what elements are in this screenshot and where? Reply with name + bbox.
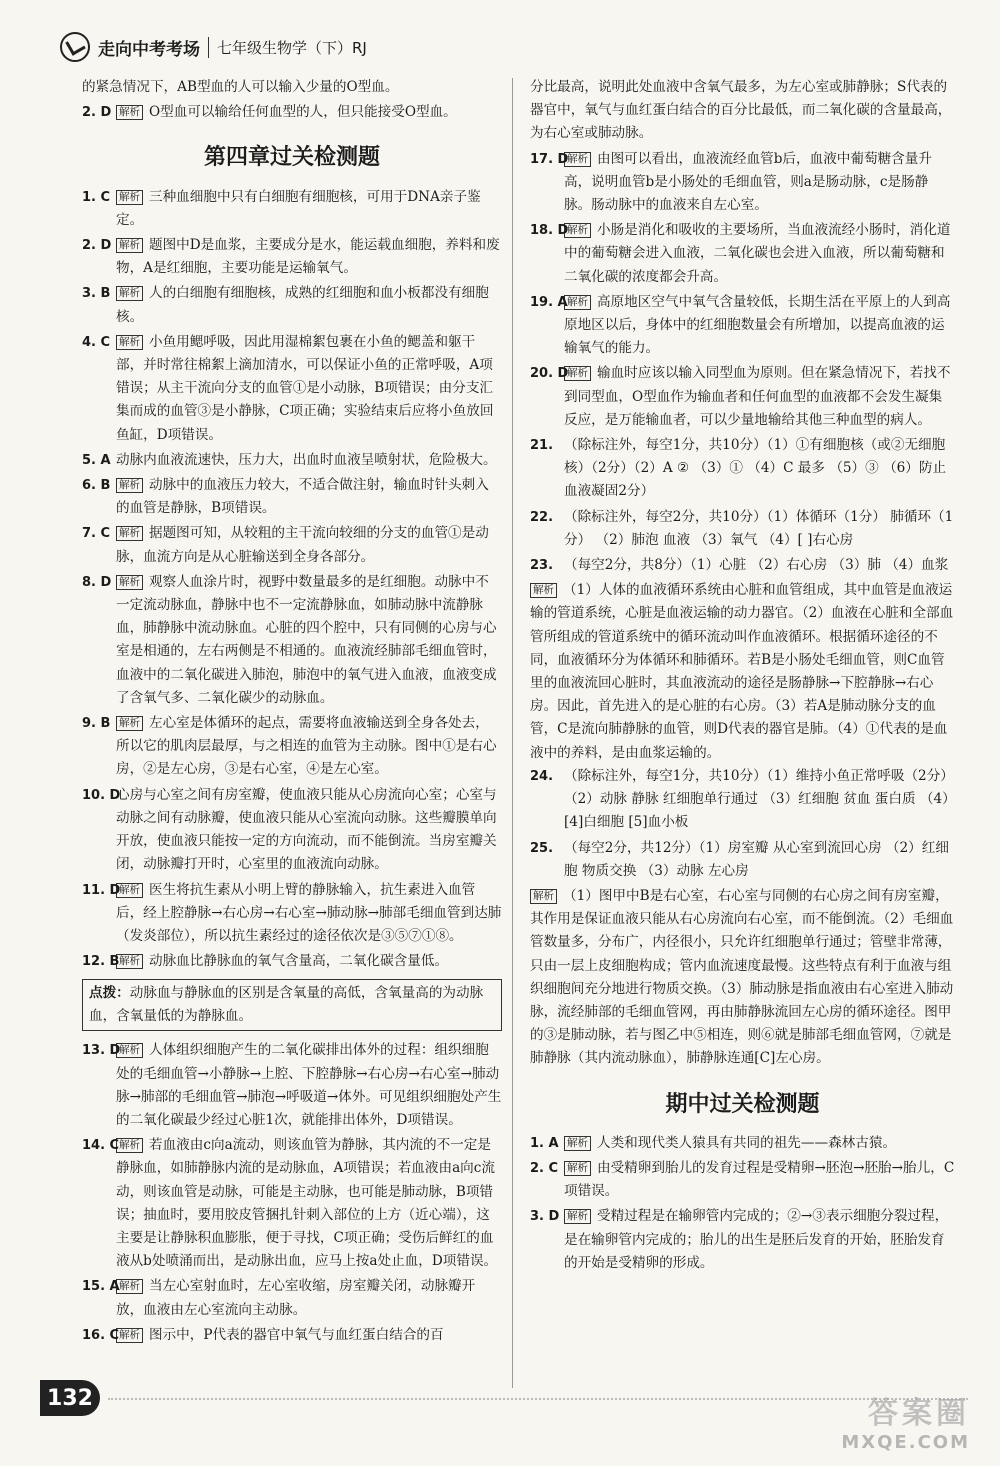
- answer-text: （除标注外，每空1分，共10分）（1）维持小鱼正常呼吸（2分） （2）动脉 静脉 红细胞单行通过 （3）红细胞 贫血 蛋白质 （4）[4]白细胞 [5]血小板: [564, 767, 954, 831]
- answer-item: [82, 712, 502, 782]
- analysis-tag: 解析: [564, 366, 591, 381]
- analysis-tag: 解析: [116, 883, 143, 898]
- brand-title: 走向中考考场: [98, 39, 200, 60]
- answer-text: （除标注外，每空2分，共10分）（1）体循环（1分） 肺循环（1分） （2）肺泡 血液 （3）氧气 （4）[ ]右心房: [564, 508, 954, 548]
- tip-label: 点拨：: [89, 985, 130, 1002]
- answer-text: 左心室是体循环的起点，需要将血液输送到全身各处去，所以它的肌肉层最厚，与之相连的血管为主动脉。图中①是右心房，②是左心房，③是右心室，④是左心室。: [116, 715, 497, 778]
- answer-number: 1. C: [82, 189, 111, 205]
- section-title-chapter4: 第四章过关检测题: [203, 145, 380, 171]
- answer-text: （除标注外，每空1分，共10分）（1）①有细胞核（或②无细胞核）（2分）（2）A ② （3）① （4）C 最多 （5）③ （6）防止血液凝固2分）: [564, 437, 947, 500]
- answer-text: 若血液由c向a流动，则该血管为静脉，其内流的不一定是静脉血，如肺静脉内流的是动脉血，A项错误；若血液由a向c流动，则该血管是动脉，可能是主动脉，也可能是肺动脉，B项错误；抽血时，要用胶皮管捆扎针刺入部位的上方（近心端），这主要是让静脉积血膨胀，便于寻找，C项正确；受伤后鲜红的血液从b处喷涌而出，是动脉出血，应马上按a处止血，D项错误。: [116, 1137, 498, 1270]
- answer-item: [530, 148, 955, 218]
- answer-number: 10. D: [82, 787, 121, 803]
- answer-text: 小肠是消化和吸收的主要场所，当血液流经小肠时，消化道中的葡萄糖会进入血液，二氧化碳也会进入血液，所以葡萄糖和二氧化碳的浓度都会升高。: [564, 222, 951, 285]
- answer-detail-text: （1）人体的血液循环系统由心脏和血管组成，其中血管是血液运输的管道系统，心脏是血液运输的动力器官。（2）血液在心脏和全部血管所组成的管道系统中的循环流动叫作血液循环。根据循环途径的不同，血液循环分为体循环和肺循环。若B是小肠处毛细血管，则C血管里的血液流回心脏时，其血液流动的途径是肠静脉→下腔静脉→右心房。因此，首先进入的是心脏的右心房。（3）若A是肺动脉分支的血管，C是流向肺静脉的血管，则D代表的器官是肺。（4）①代表的是血液中的养料，是由血浆运输的。: [530, 582, 954, 761]
- answer-number: 16. C: [82, 1327, 120, 1343]
- answer-item: [530, 554, 955, 577]
- answer-item: [82, 101, 502, 124]
- answer-item: [82, 234, 502, 280]
- answer-text: 观察人血涂片时，视野中数量最多的是红细胞。动脉中不一定流动脉血，静脉中也不一定流静脉血，如肺动脉中流静脉血，肺静脉中流动脉血。心脏的四个腔中，只有同侧的心房与心室是相通的，左右两侧是不相通的。血液流经肺部毛细血管时，血液中的二氧化碳进入肺泡，肺泡中的氧气进入血液，血液变成了含氧气多、二氧化碳少的动脉血。: [116, 573, 497, 706]
- analysis-tag: 解析: [530, 889, 557, 904]
- answer-number: 25.: [530, 840, 554, 856]
- analysis-tag: 解析: [564, 1161, 591, 1176]
- answer-item: [530, 362, 955, 432]
- watermark-logo: [800, 1388, 970, 1458]
- answer-item: [530, 765, 955, 835]
- analysis-tag: 解析: [116, 238, 143, 253]
- answer-text: 医生将抗生素从小明上臂的静脉输入，抗生素进入血管后，经上腔静脉→右心房→右心室→肺动脉→肺部毛细血管到达肺（发炎部位），所以抗生素经过的途径依次是③⑤⑦①⑧。: [116, 881, 502, 944]
- section-title-midterm: 期中过关检测题: [665, 1091, 820, 1117]
- analysis-tag: 解析: [116, 1279, 143, 1294]
- answer-number: 5. A: [82, 452, 111, 468]
- analysis-tag: 解析: [116, 1328, 143, 1343]
- subject-label: 七年级生物学（下）RJ: [208, 37, 367, 58]
- answer-detail: [530, 579, 955, 765]
- answer-item: [82, 1324, 502, 1347]
- analysis-tag: 解析: [116, 478, 143, 493]
- analysis-tag: 解析: [116, 575, 143, 590]
- page-header: [60, 30, 367, 64]
- answer-number: 2. D: [82, 105, 112, 121]
- answer-text: 输血时应该以输入同型血为原则。但在紧急情况下，若找不到同型血，O型血作为输血者和任何血型的血液都不会发生凝集反应，是万能输血者，可以少量地输给其他三种血型的病人。: [564, 365, 951, 428]
- answer-item: [82, 331, 502, 447]
- answer-number: 21.: [530, 438, 554, 454]
- right-column: [530, 76, 955, 1277]
- answer-text: 当左心室射血时，左心室收缩，房室瓣关闭，动脉瓣开放，血液由左心室流向主动脉。: [116, 1278, 476, 1318]
- answer-number: 23.: [530, 558, 554, 574]
- answer-number: 1. A: [530, 1135, 559, 1151]
- answer-text: 高原地区空气中氧气含量较低，长期生活在平原上的人到高原地区以后，身体中的红细胞数量会有所增加，以提高血液的运输氧气的能力。: [564, 293, 951, 357]
- analysis-tag: 解析: [564, 1136, 591, 1151]
- analysis-tag: 解析: [116, 1043, 143, 1058]
- analysis-tag: 解析: [564, 223, 591, 238]
- answer-number: 22.: [530, 509, 554, 525]
- answer-text: 小鱼用鳃呼吸，因此用湿棉絮包裹在小鱼的鳃盖和躯干部，并时常往棉絮上滴加清水，可以保证小鱼的正常呼吸，A项错误；从主干流向分支的血管①是小动脉，B项错误；由分支汇集而成的血管③是小静脉，C项正确；实验结束后应将小鱼放回鱼缸，D项错误。: [116, 333, 494, 443]
- brand-logo-icon: [60, 32, 90, 62]
- answer-number: 9. B: [82, 716, 111, 732]
- answer-item: [82, 186, 502, 232]
- answer-item: [82, 1275, 502, 1321]
- tip-text: 动脉血与静脉血的区别是含氧量的高低，含氧量高的为动脉血，含氧量低的为静脉血。: [89, 985, 484, 1025]
- analysis-tag: 解析: [116, 105, 143, 120]
- answer-text: 动脉血比静脉血的氧气含量高，二氧化碳含量低。: [149, 953, 449, 970]
- answer-detail: [530, 885, 955, 1071]
- answer-number: 12. B: [82, 954, 120, 970]
- analysis-tag: 解析: [116, 716, 143, 731]
- answer-number: 20. D: [530, 366, 569, 382]
- answer-item: [82, 571, 502, 710]
- answer-item: [530, 837, 955, 883]
- answer-text: 受精过程是在输卵管内完成的；②→③表示细胞分裂过程，是在输卵管内完成的；胎儿的出生是胚后发育的开始，胚胎发育的开始是受精卵的形成。: [564, 1208, 949, 1271]
- answer-item: [530, 1157, 955, 1203]
- analysis-tag: 解析: [564, 295, 591, 310]
- answer-text: 图示中，P代表的器官中氧气与血红蛋白结合的百: [149, 1326, 444, 1343]
- answer-item: [530, 1132, 955, 1155]
- answer-number: 18. D: [530, 223, 569, 239]
- answer-number: 14. C: [82, 1138, 120, 1154]
- answer-item: [530, 291, 955, 361]
- analysis-tag: 解析: [116, 335, 143, 350]
- watermark-line2: MXQE.COM: [841, 1432, 970, 1453]
- answer-item: [82, 950, 502, 973]
- answer-text: 人体组织细胞产生的二氧化碳排出体外的过程：组织细胞处的毛细血管→小静脉→上腔、下腔静脉→右心房→右心室→肺动脉→肺部的毛细血管→肺泡→呼吸道→体外。可见组织细胞处产生的二氧化碳最少经过心脏1次，就能排出体外，D项错误。: [116, 1042, 502, 1128]
- answer-text: 人类和现代类人猿具有共同的祖先——森林古猿。: [597, 1134, 897, 1151]
- answer-item: [82, 784, 502, 877]
- answer-number: 8. D: [82, 574, 112, 590]
- answer-number: 7. C: [82, 526, 111, 542]
- answer-item: [530, 434, 955, 504]
- answer-text: （每空2分，共8分）（1）心脏 （2）右心房 （3）肺 （4）血浆: [564, 557, 949, 574]
- answer-text: 人的白细胞有细胞核，成熟的红细胞和血小板都没有细胞核。: [116, 285, 489, 325]
- answer-text: 据题图可知，从较粗的主干流向较细的分支的血管①是动脉，血流方向是从心脏输送到全身各部分。: [116, 525, 489, 565]
- answer-item: [82, 449, 502, 472]
- answer-number: 2. D: [82, 238, 112, 254]
- answer-text: 由图可以看出，血液流经血管b后，血液中葡萄糖含量升高，说明血管b是小肠处的毛细血管，则a是肠动脉，c是肠静脉。肠动脉中的血液来自左心室。: [564, 150, 932, 214]
- answer-text: （每空2分，共12分）（1）房室瓣 从心室到流回心房 （2）红细胞 物质交换 （3）动脉 左心房: [564, 839, 949, 879]
- answer-item: [82, 522, 502, 568]
- answer-number: 17. D: [530, 151, 569, 167]
- answer-detail-text: （1）图甲中B是右心室，右心室与同侧的右心房之间有房室瓣，其作用是保证血液只能从右心房流向右心室，而不能倒流。（2）毛细血管数量多，分布广，内径很小，只允许红细胞单行通过；管壁非常薄，只由一层上皮细胞构成；管内血流速度最慢。这些特点有利于血液与组织细胞间充分地进行物质交换。（3）肺动脉是指血液由右心室进入肺动脉，流经肺部的毛细血管网，再由肺静脉流回左心房的循环途径。图甲的③是肺动脉，若与图乙中⑤相连，则⑥就是肺部毛细血管网，⑦就是肺静脉（其内流动脉血），肺静脉连通[C]左心房。: [530, 887, 954, 1067]
- answer-item: [530, 219, 955, 289]
- answer-number: 15. A: [82, 1279, 120, 1295]
- continued-text: 分比最高，说明此处血液中含氧气最多，为左心室或肺静脉；S代表的器官中，氧气与血红蛋白结合的百分比最低，而二氧化碳的含量最高，为右心室或肺动脉。: [530, 79, 952, 142]
- analysis-tag: 解析: [564, 152, 591, 167]
- answer-item: [82, 879, 502, 949]
- answer-item: [82, 282, 502, 328]
- answer-text: 由受精卵到胎儿的发育过程是受精卵→胚泡→胚胎→胎儿，C项错误。: [564, 1159, 955, 1200]
- answer-text: 题图中D是血浆，主要成分是水，能运载血细胞，养料和废物，A是红细胞，主要功能是运输氧气。: [116, 237, 500, 277]
- analysis-tag: 解析: [116, 286, 143, 301]
- answer-text: O型血可以输给任何血型的人，但只能接受O型血。: [149, 104, 457, 121]
- answer-text: 三种血细胞中只有白细胞有细胞核，可用于DNA亲子鉴定。: [116, 188, 481, 228]
- answer-item: [530, 1205, 955, 1275]
- continued-text: 的紧急情况下，AB型血的人可以输入少量的O型血。: [82, 79, 399, 95]
- answer-number: 3. D: [530, 1209, 560, 1225]
- answer-number: 4. C: [82, 334, 111, 350]
- analysis-tag: 解析: [564, 1209, 591, 1224]
- answer-number: 6. B: [82, 478, 111, 494]
- answer-number: 13. D: [82, 1043, 121, 1059]
- left-column: [82, 76, 502, 1349]
- answer-number: 11. D: [82, 882, 121, 898]
- answer-number: 19. A: [530, 294, 568, 310]
- column-divider: [512, 78, 513, 1388]
- analysis-tag: 解析: [116, 190, 143, 205]
- answer-number: 2. C: [530, 1160, 559, 1176]
- answer-number: 24.: [530, 768, 554, 784]
- answer-item: [82, 1039, 502, 1132]
- watermark-line1: 答案圈: [868, 1396, 970, 1431]
- analysis-tag: 解析: [116, 526, 143, 541]
- answer-text: 动脉内血液流速快，压力大，出血时血液呈喷射状，危险极大。: [116, 451, 497, 468]
- answer-item: [530, 506, 955, 552]
- page-number: 132: [40, 1380, 100, 1416]
- answer-text: 动脉中的血液压力较大，不适合做注射，输血时针头刺入的血管是静脉，B项错误。: [116, 477, 489, 517]
- tip-box: [82, 979, 502, 1031]
- answer-item: [82, 1134, 502, 1273]
- answer-item: [82, 474, 502, 520]
- analysis-tag: 解析: [116, 954, 143, 969]
- analysis-tag: 解析: [116, 1138, 143, 1153]
- answer-number: 3. B: [82, 286, 111, 302]
- answer-text: 心房与心室之间有房室瓣，使血液只能从心房流向心室；心室与动脉之间有动脉瓣，使血液只能从心室流向动脉。这些瓣膜单向开放，使血液只能按一定的方向流动，而不能倒流。当房室瓣关闭，动脉瓣打开时，心室里的血液流向动脉。: [116, 786, 497, 873]
- analysis-tag: 解析: [530, 583, 557, 598]
